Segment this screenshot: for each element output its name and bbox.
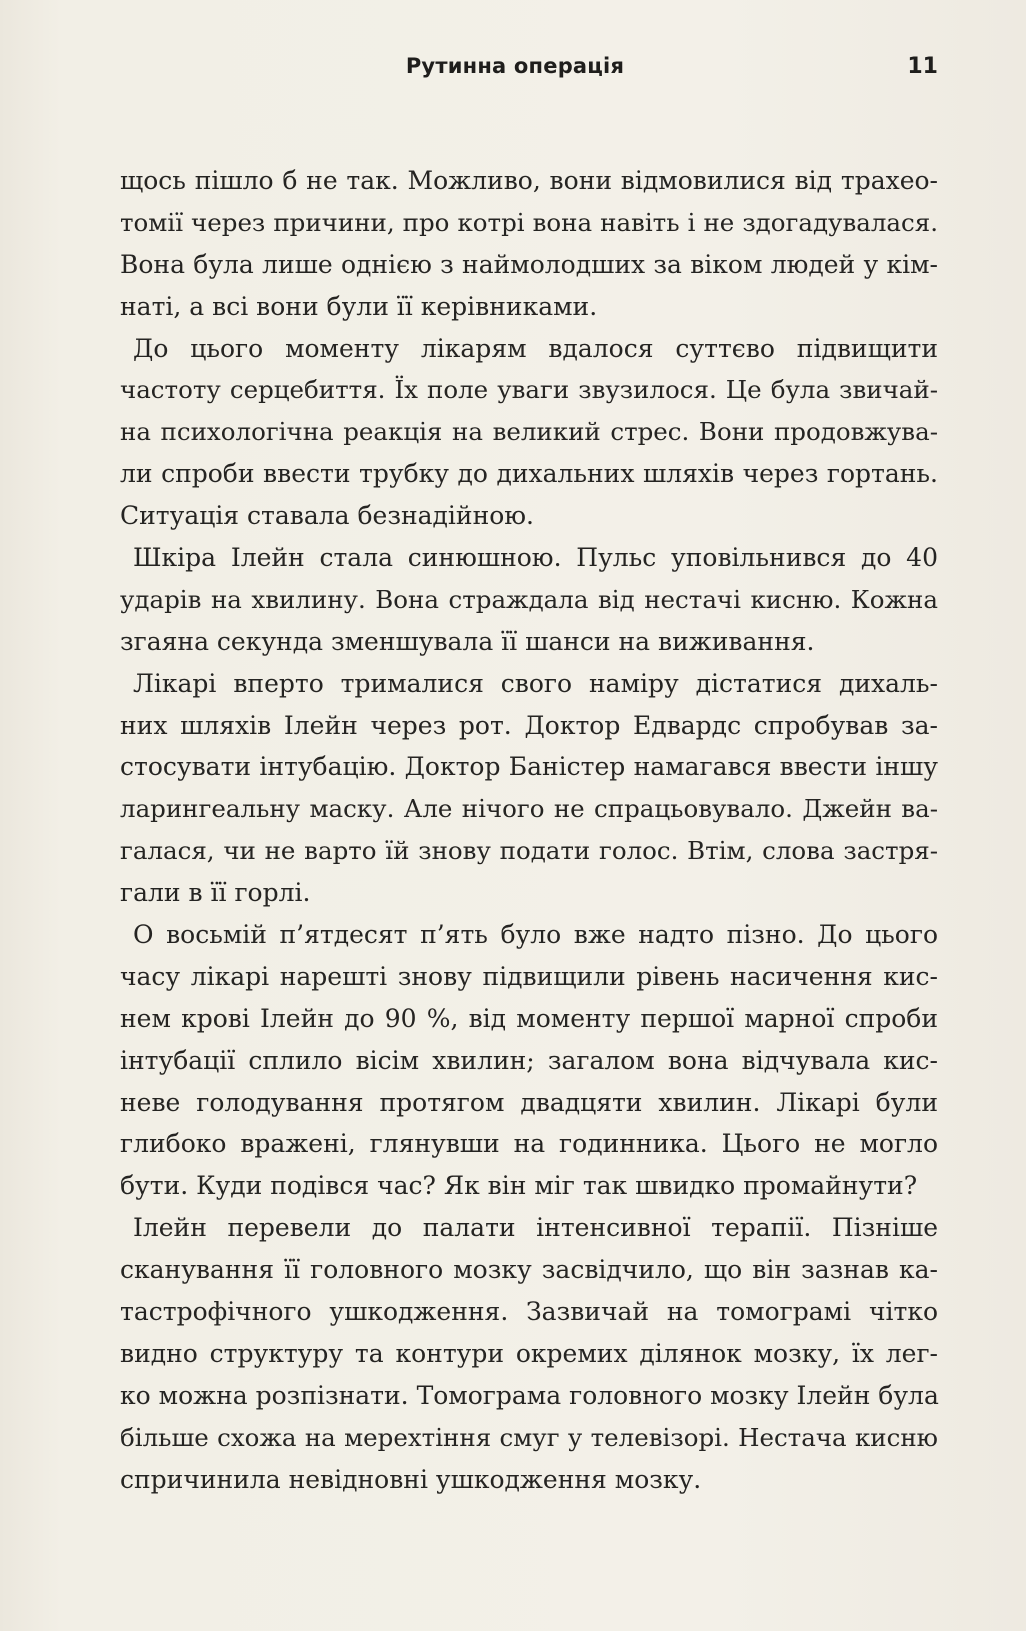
text-line: частоту серцебиття. Їх поле уваги звузилося. Це була звичай-	[120, 375, 938, 405]
paragraph	[120, 914, 938, 1207]
page-number: 11	[907, 54, 938, 79]
text-line: томії через причини, про котрі вона навіть і не здогадувалася.	[120, 207, 938, 237]
text-line: глибоко вражені, глянувши на годинника. Цього не могло	[120, 1129, 938, 1159]
running-title: Рутинна операція	[405, 54, 625, 78]
text-line: більше схожа на мерехтіння смуг у телевізорі. Нестача кисню	[120, 1422, 938, 1452]
text-line: стосувати інтубацію. Доктор Баністер намагався ввести іншу	[120, 752, 938, 782]
text-line: ко можна розпізнати. Томограма головного мозку Ілейн була	[120, 1380, 939, 1410]
text-line: гали в її горлі.	[120, 878, 311, 908]
text-line: видно структуру та контури окремих ділянок мозку, їх лег-	[120, 1338, 938, 1368]
text-line: Ілейн перевели до палати інтенсивної терапії. Пізніше	[133, 1213, 938, 1243]
text-line: тастрофічного ушкодження. Зазвичай на томограмі чітко	[120, 1297, 938, 1327]
text-line: нем крові Ілейн до 90 %, від моменту першої марної спроби	[120, 1003, 938, 1033]
page-header	[92, 54, 938, 94]
text-line: О восьмій п’ятдесят п’ять було вже надто пізно. До цього	[133, 920, 938, 950]
text-line: Лікарі вперто трималися свого наміру дістатися дихаль-	[133, 668, 938, 698]
paragraph	[120, 663, 938, 914]
text-line: спричинила невідновні ушкодження мозку.	[120, 1464, 702, 1494]
paragraph	[120, 1207, 938, 1500]
text-line: неве голодування протягом двадцяти хвилин. Лікарі були	[120, 1087, 938, 1117]
text-line: них шляхів Ілейн через рот. Доктор Едвардс спробував за-	[120, 710, 938, 740]
paragraph	[120, 537, 938, 663]
body-text	[120, 160, 938, 1501]
text-line: Шкіра Ілейн стала синюшною. Пульс уповільнився до 40	[133, 543, 938, 573]
text-line: ли спроби ввести трубку до дихальних шляхів через гортань.	[120, 459, 938, 489]
text-line: бути. Куди подівся час? Як він міг так швидко промайнути?	[120, 1171, 918, 1201]
text-line: ларингеальну маску. Але нічого не спрацьовувало. Джейн ва-	[120, 794, 938, 824]
paragraph	[120, 328, 938, 537]
paragraph	[120, 160, 938, 328]
text-line: наті, а всі вони були її керівниками.	[120, 291, 598, 321]
text-line: ударів на хвилину. Вона страждала від нестачі кисню. Кожна	[120, 584, 938, 614]
text-line: інтубації сплило вісім хвилин; загалом вона відчувала кис-	[120, 1045, 938, 1075]
text-line: До цього моменту лікарям вдалося суттєво підвищити	[133, 333, 938, 363]
text-line: згаяна секунда зменшувала її шанси на виживання.	[120, 626, 815, 656]
text-line: на психологічна реакція на великий стрес. Вони продовжува-	[120, 417, 938, 447]
text-line: галася, чи не варто їй знову подати голос. Втім, слова застря-	[120, 836, 938, 866]
text-line: часу лікарі нарешті знову підвищили рівень насичення кис-	[120, 961, 938, 991]
text-line: сканування її головного мозку засвідчило, що він зазнав ка-	[120, 1255, 938, 1285]
text-line: Ситуація ставала безнадійною.	[120, 501, 535, 531]
text-line: щось пішло б не так. Можливо, вони відмовилися від трахео-	[120, 166, 938, 195]
text-line: Вона була лише однією з наймолодших за віком людей у кім-	[120, 249, 938, 279]
